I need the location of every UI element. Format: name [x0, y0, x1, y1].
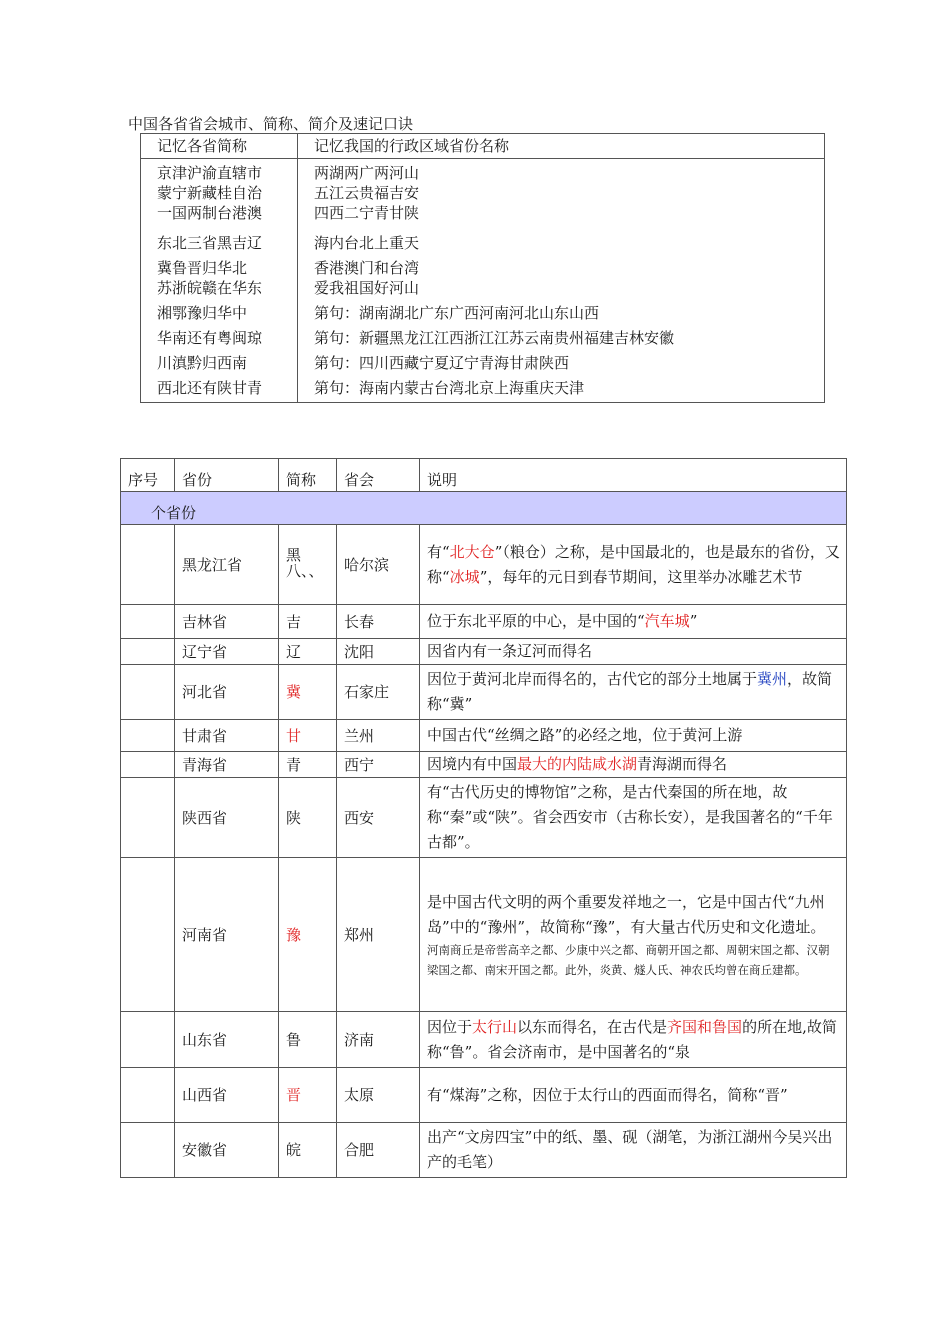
table-row	[121, 525, 847, 605]
abbr-cell: 青	[279, 752, 337, 778]
desc-cell: 中国古代“丝绸之路”的必经之地，位于黄河上游	[420, 720, 847, 752]
mnemonic-line: 东北三省黑吉辽	[157, 234, 263, 252]
abbr-cell: 豫	[279, 858, 337, 1012]
table-row	[121, 639, 847, 665]
desc-text: 因境内有中国	[427, 755, 518, 773]
desc-text: ”（粮仓）之称，是中国最北的，也是最东的省份，又称“	[427, 542, 840, 586]
mnemonic-line: 蒙宁新藏桂自治	[157, 184, 263, 202]
province-cell: 陕西省	[175, 778, 279, 858]
index-cell	[121, 752, 175, 778]
desc-text: 是中国古代文明的两个重要发祥地之一，它是中国古代“九州岛”中的“豫州”，故简称“豫”，有大量古代历史和文化遗址。	[427, 892, 826, 936]
header-province-mnemonic: 记忆我国的行政区域省份名称	[298, 134, 825, 159]
desc-cell: 出产“文房四宝”中的纸、墨、砚（湖笔，为浙江湖州今吴兴出产的毛笔）	[420, 1123, 847, 1178]
desc-text: ”，每年的元日到春节期间，这里举办冰雕艺术节	[479, 567, 803, 586]
capital-cell: 兰州	[337, 720, 420, 752]
abbr-cell: 陕	[279, 778, 337, 858]
mnemonic-line: 华南还有粤闽琼	[157, 329, 263, 347]
capital-cell: 合肥	[337, 1123, 420, 1178]
abbr-cell: 冀	[279, 665, 337, 720]
desc-cell	[420, 605, 847, 639]
mnemonic-table-header	[141, 134, 825, 159]
mnemonic-line: 湘鄂豫归华中	[157, 304, 248, 322]
capital-cell: 太原	[337, 1068, 420, 1123]
mnemonic-line: 香港澳门和台湾	[314, 259, 420, 277]
abbr-cell: 吉	[279, 605, 337, 639]
desc-highlight: 北大仓	[449, 542, 495, 561]
table-row	[121, 858, 847, 1012]
desc-text: 位于东北平原的中心，是中国的“	[427, 612, 645, 630]
desc-text: 以东而得名，在古代是	[517, 1017, 668, 1036]
desc-highlight: 冰城	[449, 567, 480, 586]
desc-cell	[420, 665, 847, 720]
desc-cell: 因省内有一条辽河而得名	[420, 639, 847, 665]
province-mnemonic-lines	[298, 159, 825, 403]
table-row	[121, 605, 847, 639]
mnemonic-line: 一国两制台港澳	[157, 204, 263, 222]
index-cell	[121, 1012, 175, 1068]
index-cell	[121, 525, 175, 605]
index-cell	[121, 665, 175, 720]
header-province: 省份	[175, 459, 279, 492]
desc-cell	[420, 752, 847, 778]
province-group-row	[121, 492, 847, 525]
desc-highlight: 齐国和鲁国	[667, 1017, 743, 1036]
desc-text: ，故简称“冀”	[427, 670, 833, 713]
group-label: 个省份	[121, 492, 847, 525]
capital-cell: 西安	[337, 778, 420, 858]
desc-cell	[420, 525, 847, 605]
province-cell: 青海省	[175, 752, 279, 778]
desc-text: ”	[689, 612, 698, 630]
mnemonic-line: 第句：四川西藏宁夏辽宁青海甘肃陕西	[314, 354, 570, 372]
table-row	[121, 1123, 847, 1178]
header-desc: 说明	[420, 459, 847, 492]
index-cell	[121, 720, 175, 752]
index-cell	[121, 858, 175, 1012]
desc-highlight: 汽车城	[644, 612, 690, 630]
province-cell: 甘肃省	[175, 720, 279, 752]
header-capital: 省会	[337, 459, 420, 492]
capital-cell: 石家庄	[337, 665, 420, 720]
table-row	[121, 1068, 847, 1123]
index-cell	[121, 1068, 175, 1123]
province-cell: 安徽省	[175, 1123, 279, 1178]
province-cell: 黑龙江省	[175, 525, 279, 605]
abbr-cell: 晋	[279, 1068, 337, 1123]
desc-highlight: 冀州	[757, 670, 788, 688]
header-abbr: 简称	[279, 459, 337, 492]
table-row	[121, 665, 847, 720]
mnemonic-line: 冀鲁晋归华北	[157, 259, 248, 277]
mnemonic-line: 川滇黔归西南	[157, 354, 248, 372]
abbr-cell: 鲁	[279, 1012, 337, 1068]
mnemonic-line: 第句：海南内蒙古台湾北京上海重庆天津	[314, 379, 585, 397]
capital-cell: 沈阳	[337, 639, 420, 665]
desc-note: 河南商丘是帝喾高辛之都、少康中兴之都、商朝开国之都、周朝宋国之都、汉朝梁国之都、南宋开国之都。此外，炎黄、燧人氏、神农氏均曾在商丘建都。	[427, 942, 830, 977]
abbr-cell	[279, 525, 337, 605]
abbr-text-extra: 八、、	[286, 561, 324, 580]
abbr-cell: 辽	[279, 639, 337, 665]
province-cell: 河南省	[175, 858, 279, 1012]
capital-cell: 长春	[337, 605, 420, 639]
mnemonic-line: 五江云贵福吉安	[314, 184, 420, 202]
province-cell: 山西省	[175, 1068, 279, 1123]
mnemonic-line: 爱我祖国好河山	[314, 279, 420, 297]
desc-text: 的所在地,故简称“鲁”。省会济南市，是中国著名的“泉	[427, 1017, 837, 1061]
mnemonic-line: 海内台北上重天	[314, 234, 420, 252]
table-row	[121, 1012, 847, 1068]
province-table-header	[121, 459, 847, 492]
desc-cell	[420, 1012, 847, 1068]
desc-cell: 有“古代历史的博物馆”之称，是古代秦国的所在地，故称“秦”或“陕”。省会西安市（古称长安），是我国著名的“千年古都”。	[420, 778, 847, 858]
capital-cell: 郑州	[337, 858, 420, 1012]
index-cell	[121, 639, 175, 665]
mnemonic-line: 第句：湖南湖北广东广西河南河北山东山西	[314, 304, 600, 322]
table-row	[121, 752, 847, 778]
capital-cell: 济南	[337, 1012, 420, 1068]
mnemonic-line: 两湖两广两河山	[314, 164, 420, 182]
mnemonic-line: 第句：新疆黑龙江江西浙江江苏云南贵州福建吉林安徽	[314, 329, 675, 347]
desc-text: 因位于黄河北岸而得名的，古代它的部分土地属于	[427, 670, 758, 688]
desc-cell	[420, 858, 847, 1012]
province-cell: 吉林省	[175, 605, 279, 639]
desc-highlight: 太行山	[472, 1017, 518, 1036]
province-cell: 河北省	[175, 665, 279, 720]
mnemonic-line: 四西二宁青甘陕	[314, 204, 420, 222]
index-cell	[121, 778, 175, 858]
table-row	[121, 778, 847, 858]
desc-text: 青海湖而得名	[637, 755, 728, 773]
document-title: 中国各省省会城市、简称、简介及速记口诀	[128, 115, 414, 133]
abbr-mnemonic-lines	[141, 159, 298, 403]
index-cell	[121, 1123, 175, 1178]
capital-cell: 西宁	[337, 752, 420, 778]
header-index: 序号	[121, 459, 175, 492]
mnemonic-table-body	[141, 159, 825, 403]
abbr-text: 黑	[286, 545, 302, 564]
abbr-cell: 皖	[279, 1123, 337, 1178]
abbr-cell: 甘	[279, 720, 337, 752]
desc-highlight: 最大的内陆咸水湖	[517, 755, 638, 773]
mnemonic-line: 西北还有陕甘青	[157, 379, 263, 397]
province-table	[120, 458, 847, 1178]
desc-cell: 有“煤海”之称，因位于太行山的西面而得名，简称“晋”	[420, 1068, 847, 1123]
province-cell: 山东省	[175, 1012, 279, 1068]
table-row	[121, 720, 847, 752]
province-cell: 辽宁省	[175, 639, 279, 665]
desc-text: 因位于	[427, 1017, 473, 1036]
mnemonic-table	[140, 133, 825, 403]
header-abbr-mnemonic: 记忆各省简称	[141, 134, 298, 159]
index-cell	[121, 605, 175, 639]
mnemonic-line: 苏浙皖赣在华东	[157, 279, 263, 297]
mnemonic-line: 京津沪渝直辖市	[157, 164, 263, 182]
capital-cell: 哈尔滨	[337, 525, 420, 605]
desc-text: 有“	[427, 542, 450, 561]
